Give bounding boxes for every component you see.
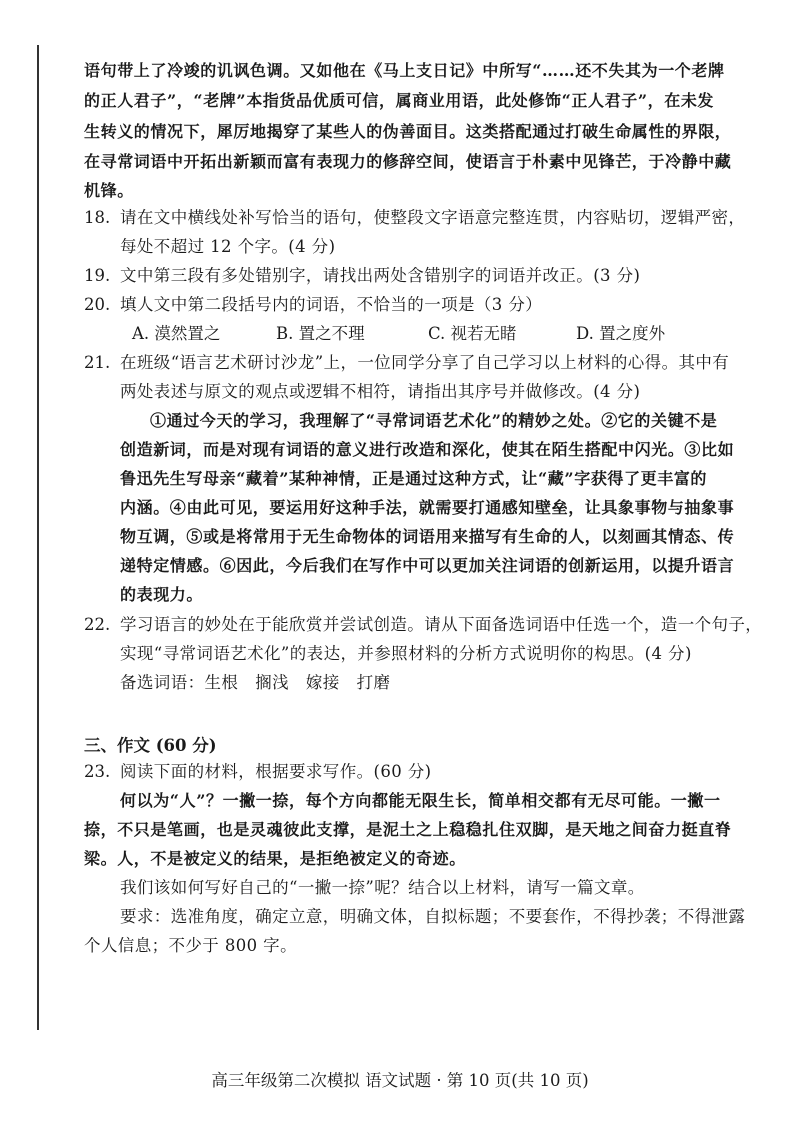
question-text: 阅读下面的材料，根据要求写作。(60 分) — [120, 762, 432, 781]
excerpt-line: 创造新词，而是对现有词语的意义进行改造和深化，使其在陌生搭配中闪光。③比如 — [120, 440, 735, 459]
excerpt-line: 递特定情感。⑥因此，今后我们在写作中可以更加关注词语的创新运用，以提升语言 — [120, 556, 735, 575]
passage-line: 的正人君子”，“老牌”本指货品优质可信，属商业用语，此处修饰“正人君子”，在未发 — [84, 91, 715, 110]
question-text: 两处表述与原文的观点或逻辑不相符，请指出其序号并做修改。(4 分) — [120, 382, 641, 401]
question-number: 22. — [84, 615, 111, 634]
passage-line: 生转义的情况下，犀厉地揭穿了某些人的伪善面目。这类搭配通过打破生命属性的界限， — [84, 122, 732, 141]
writing-requirements: 个人信息；不少于 800 字。 — [84, 936, 297, 955]
question-text: 学习语言的妙处在于能欣赏并尝试创造。请从下面备选词语中任选一个，造一个句子， — [120, 615, 763, 634]
excerpt-line: ①通过今天的学习，我理解了“寻常词语艺术化”的精妙之处。②它的关键不是 — [150, 411, 718, 430]
passage-line: 语句带上了冷竣的讥讽色调。又如他在《马上支日记》中所写“……还不失其为一个老牌 — [84, 61, 725, 80]
excerpt-line: 内涵。④由此可见，要运用好这种手法，就需要打通感知壁垒，让具象事物与抽象事 — [120, 498, 735, 517]
question-text: 填人文中第二段括号内的词语，不恰当的一项是（3 分） — [120, 295, 543, 314]
option-c: C. 视若无睹 — [428, 324, 517, 343]
question-text: 在班级“语言艺术研讨沙龙”上，一位同学分享了自己学习以上材料的心得。其中有 — [120, 353, 730, 372]
binding-margin-line — [37, 45, 39, 1030]
writing-prompt: 我们该如何写好自己的“一撇一捺”呢？结合以上材料，请写一篇文章。 — [120, 878, 645, 897]
option-b: B. 置之不理 — [276, 324, 365, 343]
material-line: 何以为“人”？一撇一捺，每个方向都能无限生长，简单相交都有无尽可能。一撇一 — [120, 791, 721, 810]
page-footer: 高三年级第二次模拟 语文试题 · 第 10 页(共 10 页) — [211, 1071, 589, 1090]
passage-line: 在寻常词语中开拓出新颖而富有表现力的修辞空间，使语言于朴素中见锋芒，于冷静中藏 — [84, 152, 732, 171]
excerpt-line: 的表现力。 — [120, 585, 204, 604]
question-text: 实现“寻常词语艺术化”的表达，并参照材料的分析方式说明你的构思。(4 分) — [120, 644, 692, 663]
material-line: 梁。人，不是被定义的结果，是拒绝被定义的奇迹。 — [84, 849, 466, 868]
passage-line: 机锋。 — [84, 181, 134, 200]
excerpt-line: 物互调，⑤或是将常用于无生命物体的词语用来描写有生命的人，以刻画其情态、传 — [120, 527, 735, 546]
question-text: 请在文中横线处补写恰当的语句，使整段文字语意完整连贯，内容贴切，逻辑严密， — [120, 208, 746, 227]
option-a: A. 漠然置之 — [132, 324, 221, 343]
material-line: 捺，不只是笔画，也是灵魂彼此支撑，是泥土之上稳稳扎住双脚，是天地之间奋力挺直脊 — [84, 820, 732, 839]
question-text: 文中第三段有多处错别字，请找出两处含错别字的词语并改正。(3 分) — [120, 266, 641, 285]
excerpt-line: 鲁迅先生写母亲“藏着”某种神情，正是通过这种方式，让“藏”字获得了更丰富的 — [120, 469, 708, 488]
writing-requirements: 要求：选准角度，确定立意，明确文体，自拟标题；不要套作，不得抄袭；不得泄露 — [120, 907, 746, 926]
question-number: 23. — [84, 762, 111, 781]
question-text: 每处不超过 12 个字。(4 分) — [120, 237, 336, 256]
question-number: 18. — [84, 208, 111, 227]
question-number: 19. — [84, 266, 111, 285]
option-d: D. 置之度外 — [576, 324, 666, 343]
candidate-words: 备选词语：生根 搁浅 嫁接 打磨 — [120, 673, 391, 692]
question-number: 21. — [84, 353, 111, 372]
section-title: 三、作文 (60 分) — [84, 736, 217, 755]
question-number: 20. — [84, 295, 111, 314]
